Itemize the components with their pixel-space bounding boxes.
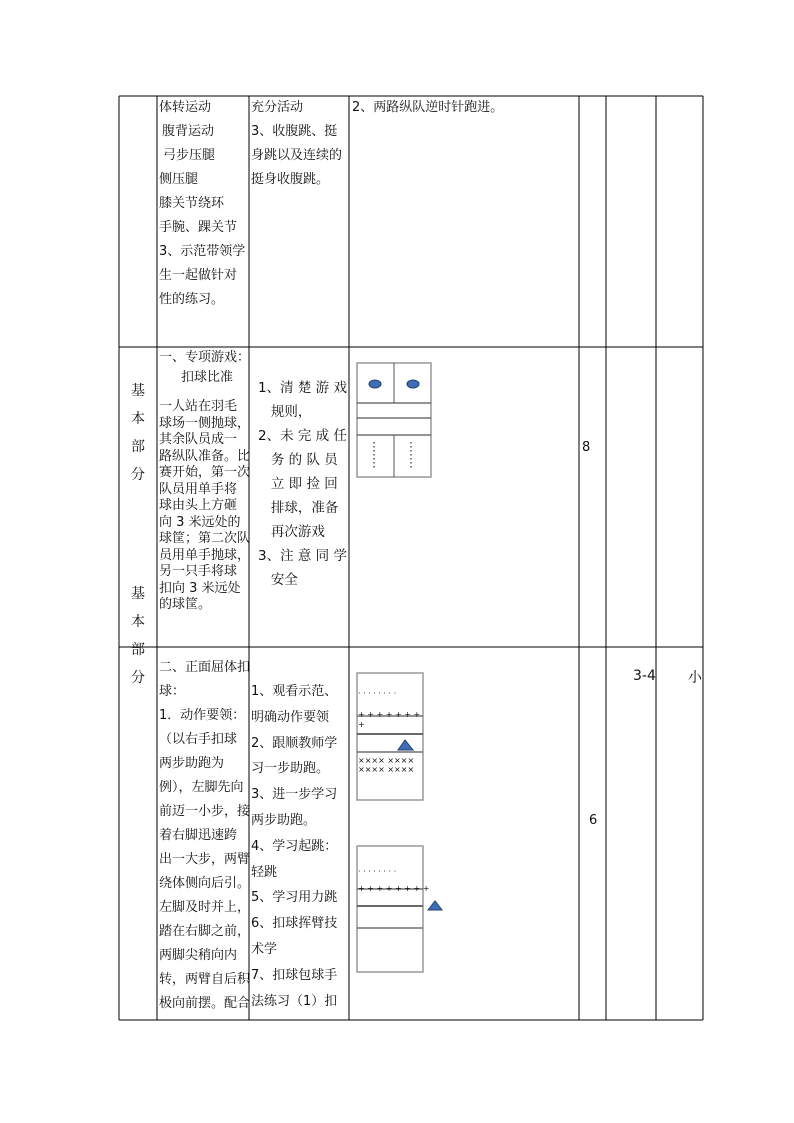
player-row-dots: · · · · · · · · bbox=[358, 867, 397, 876]
game-description: 一人站在羽毛 球场一侧抛球， 其余队员成一 路纵队准备。比 赛开始，第一次 队员用单手将 球由头上方砸 向 3 米远处的 球筐；第二次队 员用单手抛球， 另一只手将球 扣向 3 米远处 的球筐。 bbox=[159, 399, 251, 612]
warmup-exercise-list bbox=[159, 96, 245, 312]
game-title-line: 一、专项游戏： bbox=[159, 350, 251, 365]
text-line: 手腕、踝关节 bbox=[159, 220, 238, 235]
text-line: 膝关节绕环 bbox=[159, 196, 225, 211]
game-title bbox=[159, 348, 250, 388]
player-row-plus: + + + + + + + + bbox=[358, 884, 430, 893]
player-row-plus: + + + + + + + + bbox=[358, 710, 421, 729]
spike-repetitions: 6 bbox=[589, 813, 598, 828]
text-line: 3、收腹跳、挺 bbox=[251, 124, 338, 139]
player-row-dots: · · · · · · · · bbox=[358, 689, 397, 698]
game-repetitions: 8 bbox=[582, 440, 591, 455]
target-basket-marker bbox=[407, 380, 419, 388]
text-line: 生一起做针对 bbox=[159, 268, 238, 283]
game-court-diagram bbox=[356, 362, 432, 478]
text-line: 性的练习。 bbox=[159, 292, 225, 307]
text-line: 充分活动 bbox=[251, 100, 304, 115]
spike-formation-diagram-2 bbox=[356, 845, 446, 973]
warmup-student-activity bbox=[251, 96, 342, 192]
spike-student-activity: 1、观看示范、 明确动作要领 2、跟顺教师学 习一步助跑。 3、进一步学习 两步助跑。 4、学习起跳： 轻跳 5、学习用力跳 6、扣球挥臂技 术学 7、扣球包球手 法练习（1）扣 bbox=[251, 684, 338, 1009]
spike-formation-diagram-1 bbox=[356, 672, 424, 802]
spike-technique-content: 二、正面屈体扣 球： 1．动作要领： （以右手扣球 两步助跑为 例），左脚先向 前迈一小步，接 着右脚迅速跨 出一大步，两臂 绕体侧向后引。 左脚及时并上， 踏在右脚之前， 两脚尖稍向内 转，两臂自后积 极向前摆。配合 bbox=[159, 660, 251, 1011]
section-label-basic-2: 基 本 部 分 bbox=[131, 586, 145, 686]
text-line: 挺身收腹跳。 bbox=[251, 172, 330, 187]
warmup-organization: 2、两路纵队逆时针跑进。 bbox=[352, 100, 504, 115]
text-line: 腹背运动 bbox=[162, 124, 215, 139]
spike-intensity: 小 bbox=[688, 670, 702, 686]
text-line: 体转运动 bbox=[159, 100, 212, 115]
game-notes: 1、清 楚 游 戏 规则， 2、未 完 成 任 务 的 队 员 立 即 捡 回 排球，准备 再次游戏 3、注 意 同 学 安全 bbox=[258, 380, 347, 588]
spike-time: 3-4 bbox=[633, 668, 656, 684]
target-basket-marker bbox=[369, 380, 381, 388]
text-line: 3、示范带领学 bbox=[159, 244, 246, 259]
player-row-cross-1: ×××× ×××× bbox=[358, 756, 415, 765]
game-subtitle: 扣球比准 bbox=[181, 370, 234, 385]
text-line: 身跳以及连续的 bbox=[251, 148, 343, 163]
text-line: 侧压腿 bbox=[159, 172, 199, 187]
section-label-basic: 基 本 部 分 bbox=[131, 383, 145, 483]
spike-court-outline-2 bbox=[356, 845, 446, 973]
text-line: 弓步压腿 bbox=[163, 148, 216, 163]
teacher-marker bbox=[428, 901, 442, 910]
player-row-cross-2: ×××× ×××× bbox=[358, 765, 415, 774]
